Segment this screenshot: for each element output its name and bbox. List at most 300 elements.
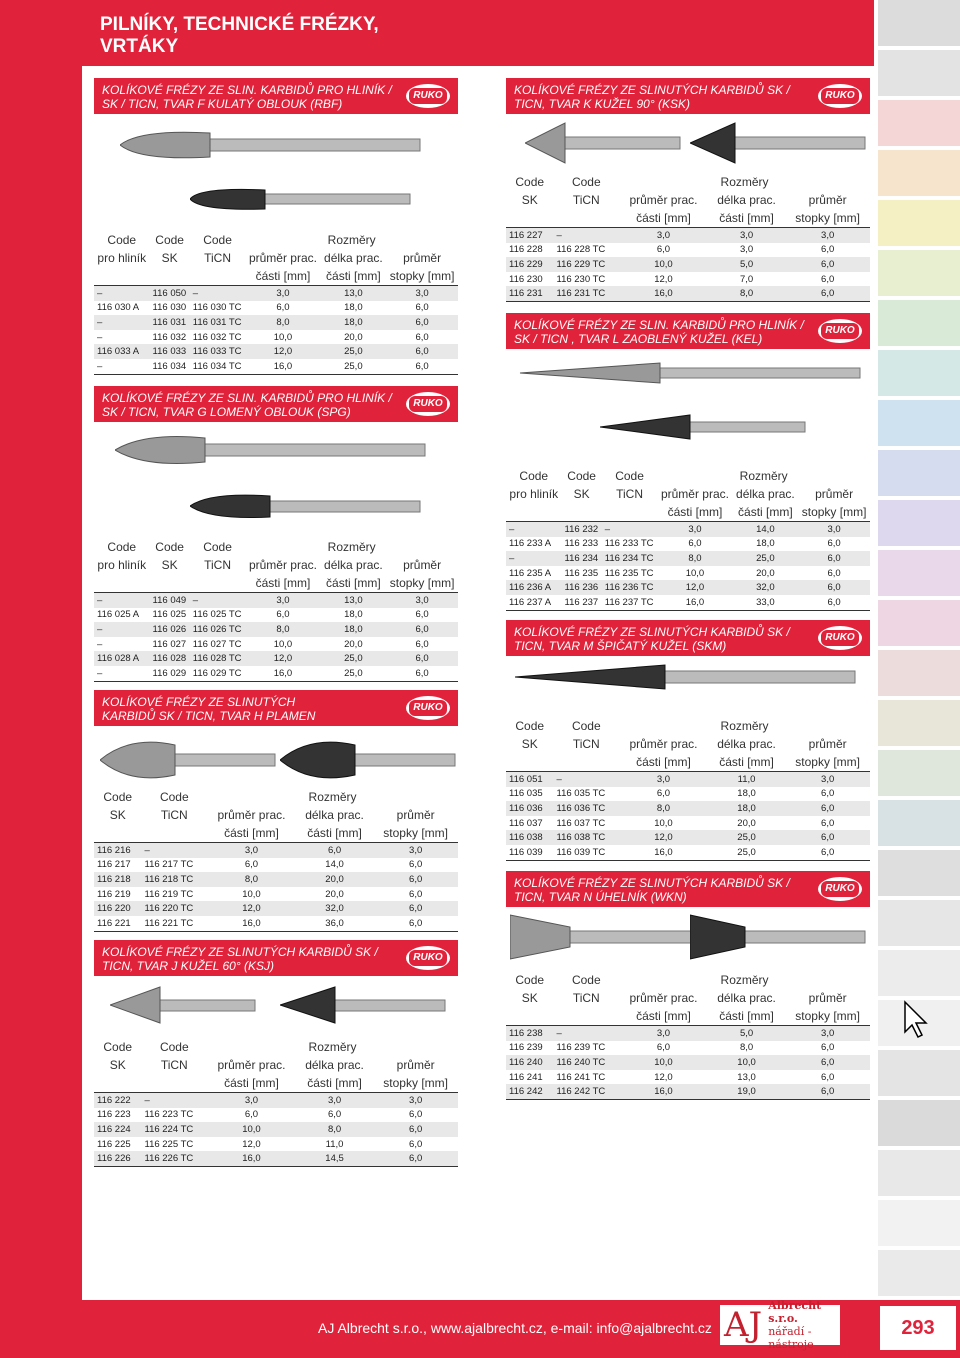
table-cell: 20,0 [296,872,374,887]
table-cell: 12,0 [657,580,732,595]
table-row [94,330,458,345]
table-header: TiCN [553,735,619,753]
table-cell: 116 034 [150,359,190,374]
table-header [94,574,150,593]
table-row [506,787,870,802]
table-cell: 116 236 TC [602,580,658,595]
table-cell: 6,0 [688,538,702,550]
table-header: Code [506,173,553,191]
table-header: délka prac. [321,249,387,267]
table-header [190,574,246,593]
table-row [506,1070,870,1085]
table-header: stopky [mm] [798,503,870,522]
table-header: části [mm] [708,209,786,228]
table-cell: 116 229 TC [553,257,619,272]
table-row [506,801,870,816]
table-cell: 6,0 [821,817,835,829]
table-row [506,816,870,831]
table-header: SK [150,249,190,267]
table-cell: 6,0 [373,916,458,931]
ruko-logo: RUKO [406,696,450,720]
table-cell: 10,0 [273,638,293,650]
table-row [94,1093,458,1108]
spec-table-skm [506,717,870,861]
table-row [506,1055,870,1070]
table-header: části [mm] [657,503,732,522]
table-cell: 6,0 [386,344,458,359]
table-row [506,845,870,860]
table-cell: 6,0 [785,257,870,272]
table-cell: 116 234 TC [602,551,658,566]
table-header [94,1074,141,1093]
table-cell: 25,0 [708,830,786,845]
palette-swatch [878,250,960,296]
table-cell: 6,0 [409,888,423,900]
table-header: Code [506,971,553,989]
table-row [506,537,870,552]
ruko-logo: RUKO [818,319,862,343]
table-cell: – [94,359,150,374]
tool-image-ksk [525,118,685,168]
table-header: průměr [785,989,870,1007]
table-header: stopky [mm] [785,753,870,772]
tool-image-ksj-ticn [280,983,450,1028]
table-cell: 6,0 [656,1042,671,1054]
table-header [506,503,562,522]
table-cell: 8,0 [296,1122,374,1137]
table-cell: 3,0 [373,1093,458,1108]
table-row [94,1151,458,1166]
table-cell: 3,0 [373,843,458,858]
table-cell: 8,0 [708,286,786,301]
table-cell: 12,0 [242,1138,261,1150]
table-cell: 20,0 [344,331,363,343]
table-header: Code [190,231,246,249]
table-cell: 116 026 TC [190,622,246,637]
table-header: průměr prac. [207,1056,296,1074]
section-title-spg: KOLÍKOVÉ FRÉZY ZE SLIN. KARBIDŮ PRO HLINÍK / SK / TICN, TVAR G LOMENÝ OBLOUK (SPG) RUKO [94,386,458,422]
ruko-logo: RUKO [818,84,862,108]
table-cell: 18,0 [321,315,387,330]
table-cell: 116 233 A [509,538,552,550]
table-cell: – [190,286,246,301]
table-cell: 6,0 [373,901,458,916]
table-cell: 116 221 [94,916,141,931]
table-header: části [mm] [321,574,387,593]
palette-swatch [878,400,960,446]
table-row [506,772,870,787]
table-header: části [mm] [733,503,799,522]
table-header: průměr prac. [245,556,320,574]
table-header [553,209,619,228]
table-header: pro hliník [94,249,150,267]
table-cell: 18,0 [344,609,363,621]
table-cell: 116 032 TC [192,331,242,343]
tool-image-rbf [120,125,440,165]
table-cell: 6,0 [409,859,423,871]
table-cell: 116 242 TC [553,1084,619,1099]
table-header: části [mm] [296,824,374,843]
table-header: průměr prac. [619,989,708,1007]
table-header: Rozměry [619,717,870,735]
table-cell: 6,0 [244,1109,259,1121]
table-cell: 116 236 [562,580,602,595]
table-header: části [mm] [321,267,387,286]
table-cell: 116 028 TC [190,651,246,666]
table-cell: 116 033 TC [190,344,246,359]
palette-swatch [878,1150,960,1196]
table-cell: – [553,228,619,243]
table-cell: 6,0 [785,845,870,860]
table-cell: 6,0 [785,286,870,301]
table-row [506,257,870,272]
table-header: délka prac. [708,735,786,753]
table-header: části [mm] [296,1074,374,1093]
table-cell: 116 037 [509,817,543,829]
spec-table-rbf [94,231,458,375]
table-cell: 116 224 TC [141,1122,207,1137]
table-cell: 11,0 [708,772,786,787]
table-cell: – [94,622,150,637]
table-cell: 116 226 TC [141,1151,207,1166]
table-cell: 116 230 [509,273,543,285]
table-header: TiCN [141,1056,207,1074]
table-header: stopky [mm] [373,824,458,843]
cursor-arrow-icon [900,1000,930,1040]
table-cell: 6,0 [386,315,458,330]
table-header: Code [150,231,190,249]
table-cell: 12,0 [619,830,708,845]
table-cell: 6,0 [656,244,671,256]
table-header: Code [562,467,602,485]
table-cell: 116 029 [150,666,190,681]
table-cell: 116 217 [97,859,131,871]
table-header: průměr [373,806,458,824]
table-cell: 18,0 [344,302,363,314]
albrecht-logo: AJ Albrecht s.r.o. nářadí - nástroje [720,1305,840,1345]
table-cell: 116 036 [506,801,553,816]
table-header: části [mm] [619,753,708,772]
table-cell: 116 233 TC [604,538,654,550]
table-cell: 116 228 [509,244,543,256]
table-row [94,1137,458,1152]
table-row [94,887,458,902]
palette-swatch [878,350,960,396]
table-cell: 3,0 [785,1026,870,1041]
table-cell: 6,0 [415,609,429,621]
table-header [190,267,246,286]
table-cell: 116 027 [152,638,187,650]
table-cell: 6,0 [827,538,841,550]
table-cell: 3,0 [798,522,870,537]
table-cell: 116 230 TC [556,273,606,285]
table-header [94,267,150,286]
table-row [94,301,458,316]
table-header: TiCN [553,989,619,1007]
table-cell: 6,0 [373,872,458,887]
ruko-logo: RUKO [818,877,862,901]
table-cell: 116 221 TC [141,916,207,931]
ruko-logo: RUKO [406,392,450,416]
table-cell: 116 232 [562,522,602,537]
table-cell: 116 229 [506,257,553,272]
table-cell: 3,0 [245,286,320,301]
table-cell: 18,0 [756,538,775,550]
table-cell: – [506,522,562,537]
table-cell: 32,0 [733,580,799,595]
table-cell: 16,0 [245,666,320,681]
table-cell: 10,0 [619,257,708,272]
table-cell: 116 033 [150,344,190,359]
table-cell: 6,0 [296,843,374,858]
table-cell: 18,0 [737,788,756,800]
table-cell: 116 037 TC [556,817,606,829]
table-header: TiCN [190,249,246,267]
table-cell: 8,0 [207,872,296,887]
table-cell: 116 237 TC [602,595,658,610]
table-cell: 20,0 [344,638,363,650]
table-header: SK [562,485,602,503]
table-cell: 116 216 [94,843,141,858]
table-cell: 116 237 [562,595,602,610]
table-header: průměr prac. [619,191,708,209]
table-cell: 116 220 TC [141,901,207,916]
table-cell: 116 231 [506,286,553,301]
table-cell: 16,0 [207,916,296,931]
palette-swatch [878,800,960,846]
table-cell: – [553,772,619,787]
palette-swatch [878,650,960,696]
table-row [94,593,458,608]
table-cell: 116 222 [94,1093,141,1108]
table-header: části [mm] [207,1074,296,1093]
table-header: Rozměry [245,231,458,249]
table-cell: 25,0 [321,359,387,374]
table-cell: 116 039 TC [553,845,619,860]
table-header: průměr prac. [619,735,708,753]
table-cell: 16,0 [207,1151,296,1166]
table-cell: – [97,331,103,343]
table-cell: 116 233 [564,538,599,550]
ruko-logo: RUKO [406,946,450,970]
table-cell: 116 029 TC [190,666,246,681]
table-header: Code [602,467,658,485]
section-title-plamen: KOLÍKOVÉ FRÉZY ZE SLINUTÝCH KARBIDŮ SK / TICN, TVAR H PLAMEN RUKO [94,690,458,726]
table-header: části [mm] [245,267,320,286]
table-header: délka prac. [708,191,786,209]
table-cell: 6,0 [785,801,870,816]
table-header [94,824,141,843]
table-header: průměr [785,735,870,753]
spec-table-spg [94,538,458,682]
table-cell: – [553,1026,619,1041]
table-cell: 6,0 [821,273,835,285]
table-cell: 32,0 [296,901,374,916]
table-header [602,503,658,522]
table-cell: 6,0 [821,1042,835,1054]
table-cell: 116 225 TC [144,1138,194,1150]
table-cell: 16,0 [619,1084,708,1099]
table-cell: 25,0 [321,651,387,666]
table-row [506,1084,870,1099]
table-row [94,359,458,374]
table-row [506,228,870,243]
table-cell: 116 220 [94,901,141,916]
table-cell: 6,0 [386,651,458,666]
palette-swatch [878,200,960,246]
table-cell: 116 025 [152,609,187,621]
footer-contact: AJ Albrecht s.r.o., www.ajalbrecht.cz, e-mail: info@ajalbrecht.cz [318,1320,712,1336]
table-cell: – [94,286,150,301]
table-cell: 116 239 [509,1042,543,1054]
table-header: Code [94,1038,141,1056]
table-cell: 116 234 [562,551,602,566]
table-cell: 13,0 [321,593,387,608]
tool-image-wkn [510,912,700,962]
table-header [506,1007,553,1026]
table-cell: 116 038 TC [553,830,619,845]
table-row [506,1026,870,1041]
spec-table-ksj [94,1038,458,1167]
table-cell: 116 033 A [94,344,150,359]
tool-image-rbf-ticn [190,185,420,215]
table-cell: 12,0 [654,1071,673,1083]
table-cell: 16,0 [619,286,708,301]
table-cell: 116 219 TC [144,888,194,900]
table-cell: 8,0 [739,1042,754,1054]
table-cell: – [190,593,246,608]
table-cell: 33,0 [733,595,799,610]
table-cell: 20,0 [756,567,775,579]
table-cell: 6,0 [386,359,458,374]
table-cell: 10,0 [654,817,673,829]
table-header: stopky [mm] [386,267,458,286]
table-cell: 25,0 [708,845,786,860]
table-cell: 116 227 [506,228,553,243]
table-cell: 116 051 [506,772,553,787]
palette-swatch [878,700,960,746]
table-cell: 10,0 [273,331,293,343]
spec-table-ksk [506,173,870,302]
table-cell: 116 030 A [97,302,140,314]
table-cell: 12,0 [654,273,673,285]
palette-swatch [878,0,960,46]
table-cell: 5,0 [708,1026,786,1041]
palette-swatch [878,900,960,946]
table-cell: 6,0 [386,666,458,681]
table-cell: 6,0 [373,1122,458,1137]
tool-image-kel-ticn [600,410,810,444]
table-cell: – [141,843,207,858]
table-cell: 116 038 [506,830,553,845]
table-cell: 16,0 [657,595,732,610]
table-cell: 3,0 [296,1093,374,1108]
table-header: Code [553,717,619,735]
table-cell: 12,0 [245,651,320,666]
table-header: Code [94,231,150,249]
table-cell: 6,0 [798,580,870,595]
palette-swatch [878,950,960,996]
table-cell: 116 224 [94,1122,141,1137]
table-cell: 116 236 A [506,580,562,595]
palette-swatch [878,600,960,646]
section-title-rbf: KOLÍKOVÉ FRÉZY ZE SLIN. KARBIDŮ PRO HLINÍK / SK / TICN, TVAR F KULATÝ OBLOUK (RBF) RUKO [94,78,458,114]
table-header [506,209,553,228]
palette-swatch [878,150,960,196]
table-cell: 6,0 [821,788,835,800]
table-cell: 6,0 [415,331,429,343]
palette-swatch [878,450,960,496]
table-header: stopky [mm] [373,1074,458,1093]
table-cell: 3,0 [207,1093,296,1108]
table-cell: 116 240 [506,1055,553,1070]
table-cell: 10,0 [685,567,705,579]
table-cell: 6,0 [827,567,841,579]
table-cell: 3,0 [245,593,320,608]
table-header [562,503,602,522]
left-accent-bar [0,0,82,1358]
table-cell: 116 030 TC [192,302,242,314]
table-cell: 116 032 [152,331,187,343]
table-cell: 116 242 [506,1084,553,1099]
table-cell: 116 025 TC [192,609,242,621]
table-header: průměr prac. [657,485,732,503]
table-cell: 16,0 [245,359,320,374]
table-cell: 6,0 [409,1138,423,1150]
table-cell: 18,0 [708,801,786,816]
table-header [150,574,190,593]
table-cell: 6,0 [409,1109,423,1121]
table-cell: 6,0 [415,638,429,650]
page-number: 293 [880,1306,956,1350]
table-row [94,1108,458,1123]
palette-swatch [878,750,960,796]
table-header [553,1007,619,1026]
table-cell: 3,0 [386,286,458,301]
table-cell: 116 049 [150,593,190,608]
table-header: TiCN [553,191,619,209]
palette-swatch [878,50,960,96]
table-row [506,522,870,537]
table-cell: 116 241 [509,1071,543,1083]
tool-image-wkn-ticn [690,912,870,962]
table-cell: 116 235 A [509,567,552,579]
table-header: Code [553,971,619,989]
table-cell: 5,0 [708,257,786,272]
table-cell: 11,0 [325,1138,344,1150]
table-cell: 6,0 [785,830,870,845]
table-cell: 116 240 TC [553,1055,619,1070]
table-cell: 116 241 TC [556,1071,606,1083]
table-header: části [mm] [207,824,296,843]
table-header: pro hliník [506,485,562,503]
table-cell: 116 035 [509,788,543,800]
table-cell: 13,0 [321,286,387,301]
table-cell: 116 231 TC [553,286,619,301]
palette-swatch [878,100,960,146]
table-header [553,753,619,772]
table-header: TiCN [141,806,207,824]
table-cell: – [94,666,150,681]
tool-image-skm [515,662,860,692]
table-row [506,595,870,610]
table-cell: 6,0 [244,859,259,871]
table-header: TiCN [602,485,658,503]
table-cell: 116 028 [150,651,190,666]
table-cell: 8,0 [245,622,320,637]
table-header: SK [506,989,553,1007]
table-cell: 25,0 [733,551,799,566]
